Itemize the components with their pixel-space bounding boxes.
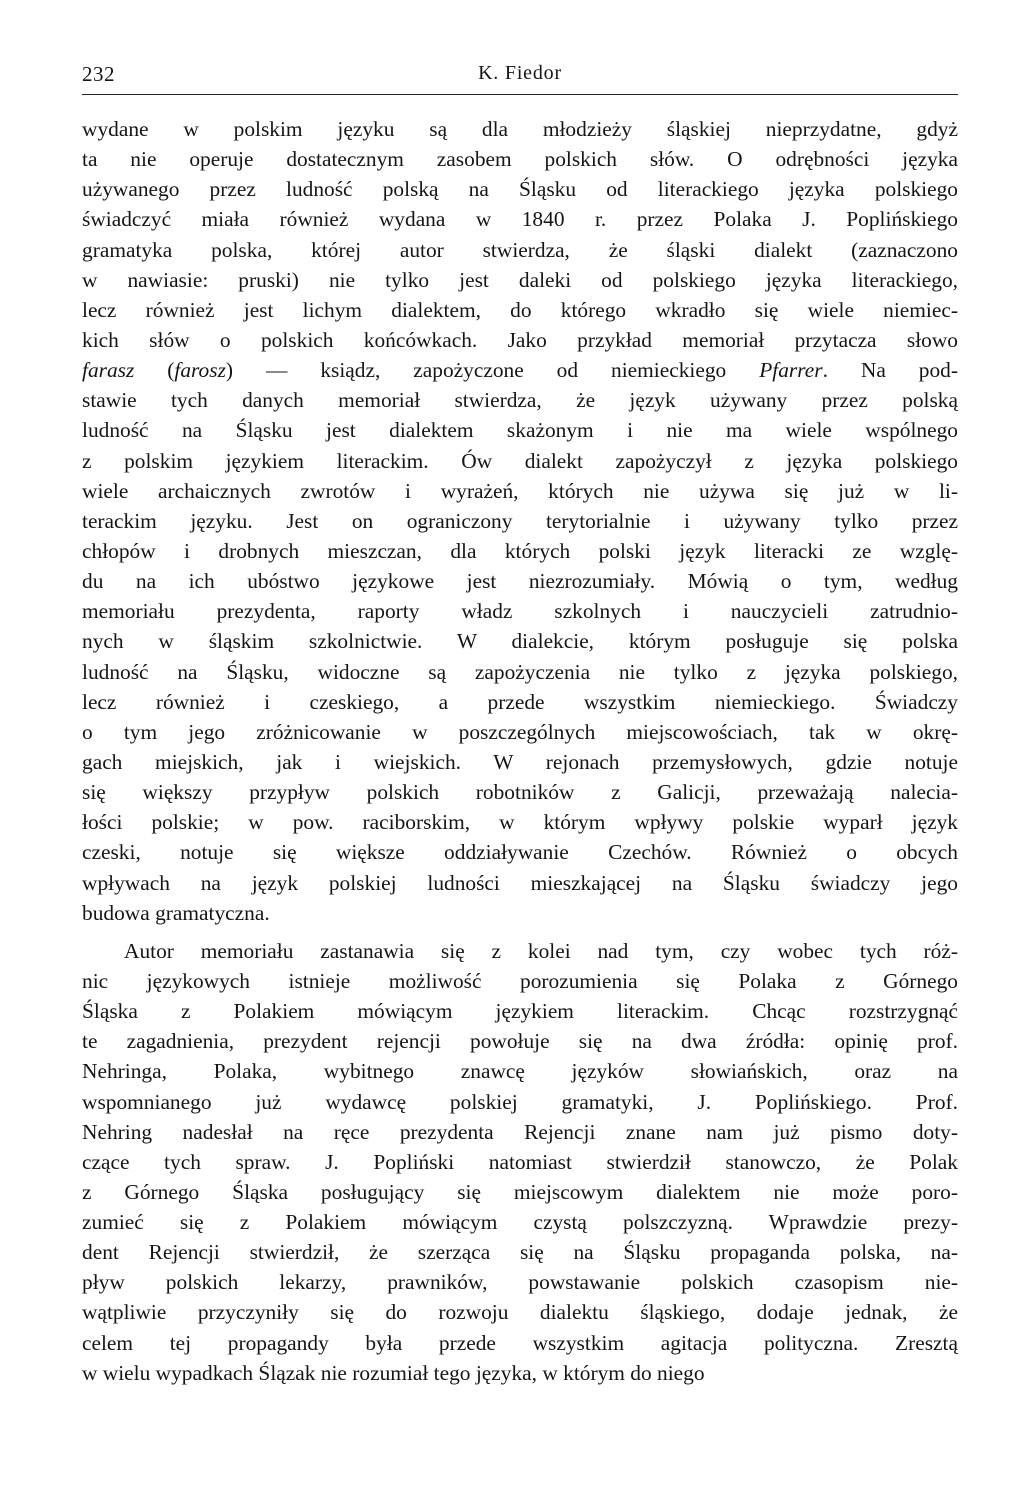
text-line: w nawiasie: pruski) nie tylko jest daleki od polskiego języka literackiego, bbox=[82, 267, 958, 292]
text-line: czące tych spraw. J. Popliński natomiast stwierdził stanowczo, że Polak bbox=[82, 1149, 958, 1174]
text-line: Nehringa, Polaka, wybitnego znawcę języków słowiańskich, oraz na bbox=[82, 1059, 958, 1084]
text-line: Nehring nadesłał na ręce prezydenta Rejencji znane nam już pismo doty- bbox=[82, 1119, 958, 1144]
text-line: wspomnianego już wydawcę polskiej gramatyki, J. Poplińskiego. Prof. bbox=[82, 1089, 958, 1114]
text-line: kich słów o polskich końcówkach. Jako przykład memoriał przytacza słowo bbox=[82, 327, 958, 352]
page-header bbox=[82, 62, 958, 98]
text-line: terackim języku. Jest on ograniczony terytorialnie i używany tylko przez bbox=[82, 508, 958, 533]
text-line: lecz również jest lichym dialektem, do którego wkradło się wiele niemiec- bbox=[82, 297, 958, 322]
italic-term: farosz bbox=[174, 358, 226, 383]
text-line: świadczyć miała również wydana w 1840 r. przez Polaka J. Poplińskiego bbox=[82, 207, 958, 232]
text-line: Śląska z Polakiem mówiącym językiem literackim. Chcąc rozstrzygnąć bbox=[82, 999, 958, 1024]
text-line: łości polskie; w pow. raciborskim, w którym wpływy polskie wyparł język bbox=[82, 810, 958, 835]
italic-term: Pfarrer bbox=[759, 358, 823, 383]
text-line: w wielu wypadkach Ślązak nie rozumiał tego języka, w którym do niego bbox=[82, 1360, 705, 1385]
text-line: wiele archaicznych zwrotów i wyrażeń, których nie używa się już w li- bbox=[82, 478, 958, 503]
running-head-author: K. Fiedor bbox=[478, 62, 562, 84]
paragraph-gap bbox=[82, 928, 958, 936]
text-line: budowa gramatyczna. bbox=[82, 900, 270, 925]
text-line: ludność na Śląsku jest dialektem skażonym i nie ma wiele wspólnego bbox=[82, 418, 958, 443]
text-line: memoriału prezydenta, raporty władz szkolnych i nauczycieli zatrudnio- bbox=[82, 599, 958, 624]
text-line: gramatyka polska, której autor stwierdza, że śląski dialekt (zaznaczono bbox=[82, 237, 958, 262]
text-line: farasz (farosz) — ksiądz, zapożyczone od niemieckiego Pfarrer. Na pod- bbox=[82, 358, 958, 383]
paragraph bbox=[82, 114, 958, 928]
text-line: używanego przez ludność polską na Śląsku od literackiego języka polskiego bbox=[82, 177, 958, 202]
text-line: te zagadnienia, prezydent rejencji powołuje się na dwa źródła: opinię prof. bbox=[82, 1029, 958, 1054]
text-line: z Górnego Śląska posługujący się miejscowym dialektem nie może poro- bbox=[82, 1179, 958, 1204]
text-line: o tym jego zróżnicowanie w poszczególnych miejscowościach, tak w okrę- bbox=[82, 719, 958, 744]
text-line: się większy przypływ polskich robotników z Galicji, przeważają nalecia- bbox=[82, 780, 958, 805]
text-line: ta nie operuje dostatecznym zasobem polskich słów. O odrębności języka bbox=[82, 147, 958, 172]
text-line: wpływach na język polskiej ludności mieszkającej na Śląsku świadczy jego bbox=[82, 870, 958, 895]
text-line: Autor memoriału zastanawia się z kolei nad tym, czy wobec tych róż- bbox=[124, 938, 958, 963]
text-line: nych w śląskim szkolnictwie. W dialekcie, którym posługuje się polska bbox=[82, 629, 958, 654]
text-line: dent Rejencji stwierdził, że szerząca się na Śląsku propaganda polska, na- bbox=[82, 1240, 958, 1265]
text-line: du na ich ubóstwo językowe jest niezrozumiały. Mówią o tym, według bbox=[82, 569, 958, 594]
text-line: z polskim językiem literackim. Ów dialekt zapożyczył z języka polskiego bbox=[82, 448, 958, 473]
text-line: gach miejskich, jak i wiejskich. W rejonach przemysłowych, gdzie notuje bbox=[82, 749, 958, 774]
text-line: pływ polskich lekarzy, prawników, powstawanie polskich czasopism nie- bbox=[82, 1270, 958, 1295]
text-line: nic językowych istnieje możliwość porozumienia się Polaka z Górnego bbox=[82, 968, 958, 993]
page-number: 232 bbox=[82, 62, 115, 86]
header-rule bbox=[82, 94, 958, 95]
text-line: wydane w polskim języku są dla młodzieży śląskiej nieprzydatne, gdyż bbox=[82, 117, 958, 141]
text-line: wątpliwie przyczyniły się do rozwoju dialektu śląskiego, dodaje jednak, że bbox=[82, 1300, 958, 1325]
text-line: ludność na Śląsku, widoczne są zapożyczenia nie tylko z języka polskiego, bbox=[82, 659, 958, 684]
text-line: zumieć się z Polakiem mówiącym czystą polszczyzną. Wprawdzie prezy- bbox=[82, 1210, 958, 1235]
text-line: stawie tych danych memoriał stwierdza, że język używany przez polską bbox=[82, 388, 958, 413]
italic-term: farasz bbox=[82, 358, 135, 383]
paragraph bbox=[82, 936, 958, 1388]
text-line: czeski, notuje się większe oddziaływanie Czechów. Również o obcych bbox=[82, 840, 958, 865]
text-line: celem tej propagandy była przede wszystkim agitacja polityczna. Zresztą bbox=[82, 1330, 958, 1355]
text-line: chłopów i drobnych mieszczan, dla których polski język literacki ze wzglę- bbox=[82, 538, 958, 563]
body-text bbox=[82, 114, 958, 1388]
text-line: lecz również i czeskiego, a przede wszystkim niemieckiego. Świadczy bbox=[82, 689, 958, 714]
